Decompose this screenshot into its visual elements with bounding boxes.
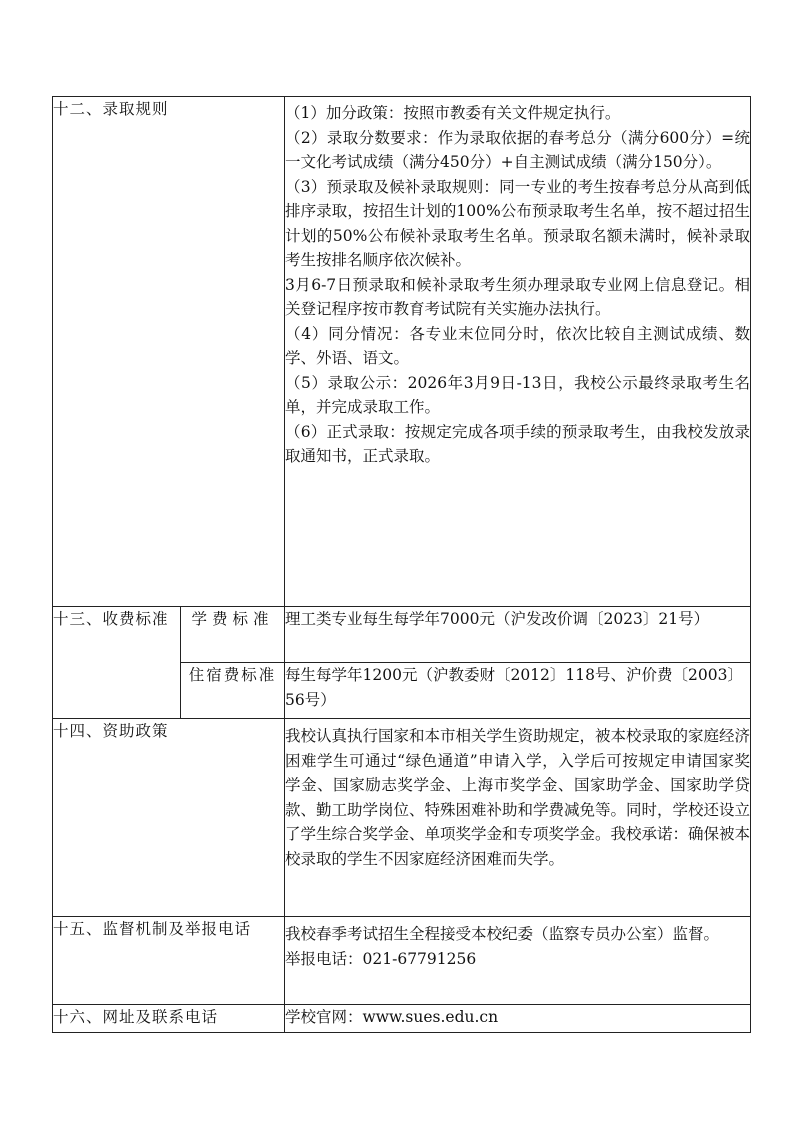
supervision-text: 我校春季考试招生全程接受本校纪委（监察专员办公室）监督。 bbox=[285, 925, 720, 943]
aid-content bbox=[285, 719, 751, 917]
fees-label: 十三、收费标准 bbox=[53, 607, 181, 719]
admission-rule-item: （2）录取分数要求：作为录取依据的春考总分（满分600分）=统一文化考试成绩（满分450分）+自主测试成绩（满分150分）。 bbox=[285, 128, 751, 171]
admission-rules-content bbox=[285, 97, 751, 607]
supervision-content bbox=[285, 917, 751, 1005]
hotline-text: 举报电话：021-67791256 bbox=[285, 949, 477, 968]
admission-rule-item: （1）加分政策：按照市教委有关文件规定执行。 bbox=[285, 104, 621, 122]
admission-rules-label: 十二、录取规则 bbox=[53, 97, 285, 607]
row-supervision bbox=[53, 917, 751, 1005]
lodging-label: 住宿费标准 bbox=[181, 663, 285, 719]
admission-rule-item: （3）预录取及候补录取规则：同一专业的考生按春考总分从高到低排序录取，按招生计划的100%公布预录取考生名单，按不超过招生计划的50%公布候补录取考生名单。预录取名额未满时，候补录取考生按排名顺序依次候补。 bbox=[285, 177, 751, 269]
row-admission-rules bbox=[53, 97, 751, 607]
website-label: 十六、网址及联系电话 bbox=[53, 1005, 285, 1033]
row-website bbox=[53, 1005, 751, 1033]
admission-rule-item: （5）录取公示：2026年3月9日-13日，我校公示最终录取考生名单，并完成录取工作。 bbox=[285, 373, 751, 416]
tuition-label: 学费标准 bbox=[181, 607, 285, 663]
row-fees-tuition bbox=[53, 607, 751, 663]
tuition-content: 理工类专业每生每学年7000元（沪发改价调〔2023〕21号） bbox=[285, 607, 751, 663]
lodging-content: 每生每学年1200元（沪教委财〔2012〕118号、沪价费〔2003〕56号） bbox=[285, 663, 751, 719]
aid-text: 我校认真执行国家和本市相关学生资助规定，被本校录取的家庭经济困难学生可通过“绿色通道”申请入学，入学后可按规定申请国家奖学金、国家励志奖学金、上海市奖学金、国家助学金、国家助学贷款、勤工助学岗位、特殊困难补助和学费减免等。同时，学校还设立了学生综合奖学金、单项奖学金和专项奖学金。我校承诺：确保被本校录取的学生不因家庭经济困难而失学。 bbox=[285, 727, 751, 868]
row-financial-aid bbox=[53, 719, 751, 917]
supervision-label: 十五、监督机制及举报电话 bbox=[53, 917, 285, 1005]
admission-info-table bbox=[52, 96, 751, 1033]
aid-label: 十四、资助政策 bbox=[53, 719, 285, 917]
website-content: 学校官网：www.sues.edu.cn bbox=[285, 1005, 751, 1033]
admission-rule-item: （4）同分情况：各专业末位同分时，依次比较自主测试成绩、数学、外语、语文。 bbox=[285, 324, 751, 367]
admission-rule-item: 3月6-7日预录取和候补录取考生须办理录取专业网上信息登记。相关登记程序按市教育考试院有关实施办法执行。 bbox=[285, 275, 751, 318]
admission-rule-item: （6）正式录取：按规定完成各项手续的预录取考生，由我校发放录取通知书，正式录取。 bbox=[285, 422, 751, 465]
